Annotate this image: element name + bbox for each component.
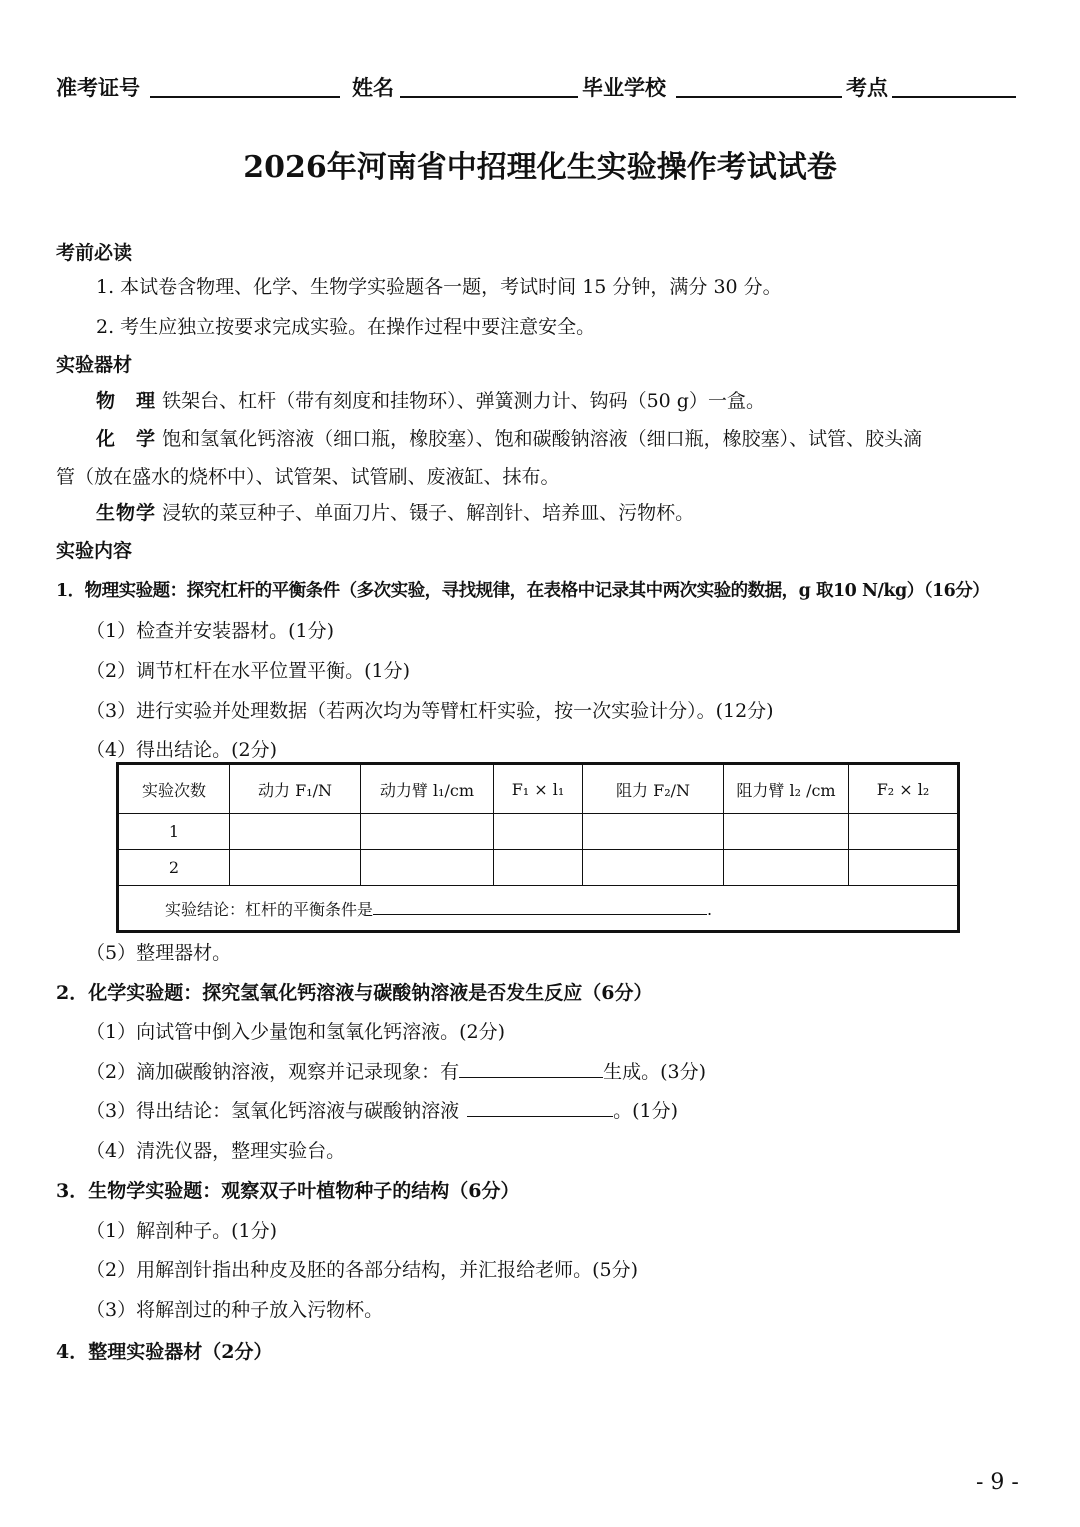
name-blank[interactable] bbox=[400, 96, 578, 98]
q2-observation-blank[interactable] bbox=[459, 1058, 603, 1078]
q1-step: （1）检查并安装器材。(1分) bbox=[86, 620, 335, 642]
q2-step2 bbox=[86, 1057, 706, 1084]
q1-step5: （5）整理器材。 bbox=[86, 942, 232, 964]
header-cell-f2l2: F₂ × l₂ bbox=[849, 764, 959, 814]
header-cell-f1: 动力 F₁/N bbox=[230, 764, 361, 814]
name-label: 姓名 bbox=[352, 75, 394, 100]
table-row bbox=[118, 814, 959, 850]
q1-step: （4）得出结论。(2分) bbox=[86, 739, 278, 761]
chemistry-text: 饱和氢氧化钙溶液（细口瓶，橡胶塞）、饱和碳酸钠溶液（细口瓶，橡胶塞）、试管、胶头滴 bbox=[162, 428, 923, 450]
q2-step3-text: （3）得出结论：氢氧化钙溶液与碳酸钠溶液 bbox=[86, 1100, 460, 1122]
q2-step2-end: 生成。(3分) bbox=[603, 1061, 707, 1083]
input-cell[interactable] bbox=[230, 814, 361, 850]
header-cell-trial: 实验次数 bbox=[118, 764, 230, 814]
input-cell[interactable] bbox=[724, 850, 849, 886]
conclusion-blank[interactable] bbox=[373, 898, 707, 915]
q2-step: （4）清洗仪器，整理实验台。 bbox=[86, 1140, 346, 1162]
input-cell[interactable] bbox=[361, 850, 494, 886]
conclusion-cell bbox=[118, 886, 959, 932]
q3-step: （2）用解剖针指出种皮及胚的各部分结构，并汇报给老师。(5分) bbox=[86, 1259, 639, 1281]
page-number: - 9 - bbox=[976, 1470, 1019, 1495]
site-blank[interactable] bbox=[892, 96, 1016, 98]
physics-text: 铁架台、杠杆（带有刻度和挂物环）、弹簧测力计、钩码（50 g）一盒。 bbox=[162, 390, 765, 412]
site-label: 考点 bbox=[846, 75, 888, 100]
school-blank[interactable] bbox=[676, 96, 842, 98]
table-header-row bbox=[118, 764, 959, 814]
q2-step: （1）向试管中倒入少量饱和氢氧化钙溶液。(2分) bbox=[86, 1021, 506, 1043]
q4-title: 4．整理实验器材（2分） bbox=[56, 1341, 273, 1363]
q1-title: 1．物理实验题：探究杠杆的平衡条件（多次实验，寻找规律，在表格中记录其中两次实验的数据，g 取10 N/kg）（16分） bbox=[56, 581, 990, 601]
input-cell[interactable] bbox=[583, 814, 724, 850]
chemistry-text-cont: 管（放在盛水的烧杯中）、试管架、试管刷、废液缸、抹布。 bbox=[56, 466, 560, 488]
exam-id-label: 准考证号 bbox=[56, 75, 140, 100]
q1-step: （2）调节杠杆在水平位置平衡。(1分) bbox=[86, 660, 411, 682]
q2-step3-end: 。(1分) bbox=[613, 1100, 679, 1122]
equipment-biology bbox=[96, 498, 694, 525]
input-cell[interactable] bbox=[494, 850, 583, 886]
chemistry-label: 化 学 bbox=[96, 428, 157, 450]
trial-number: 1 bbox=[118, 814, 230, 850]
notice-item: 1. 本试卷含物理、化学、生物学实验题各一题，考试时间 15 分钟，满分 30 分。 bbox=[96, 276, 782, 298]
q3-title: 3．生物学实验题：观察双子叶植物种子的结构（6分） bbox=[56, 1180, 520, 1202]
physics-label: 物 理 bbox=[96, 390, 157, 412]
input-cell[interactable] bbox=[494, 814, 583, 850]
header-cell-l1: 动力臂 l₁/cm bbox=[361, 764, 494, 814]
equipment-chemistry bbox=[96, 424, 922, 451]
q1-step: （3）进行实验并处理数据（若两次均为等臂杠杆实验，按一次实验计分）。(12分) bbox=[86, 700, 774, 722]
input-cell[interactable] bbox=[230, 850, 361, 886]
input-cell[interactable] bbox=[724, 814, 849, 850]
q3-step: （3）将解剖过的种子放入污物杯。 bbox=[86, 1299, 384, 1321]
notice-item: 2. 考生应独立按要求完成实验。在操作过程中要注意安全。 bbox=[96, 316, 596, 338]
q2-title: 2．化学实验题：探究氢氧化钙溶液与碳酸钠溶液是否发生反应（6分） bbox=[56, 982, 653, 1004]
header-cell-f2: 阻力 F₂/N bbox=[583, 764, 724, 814]
biology-text: 浸软的菜豆种子、单面刀片、镊子、解剖针、培养皿、污物杯。 bbox=[162, 502, 695, 524]
conclusion-row bbox=[118, 886, 959, 932]
exam-id-blank[interactable] bbox=[150, 96, 340, 98]
input-cell[interactable] bbox=[849, 814, 959, 850]
header-cell-l2: 阻力臂 l₂ /cm bbox=[724, 764, 849, 814]
input-cell[interactable] bbox=[849, 850, 959, 886]
school-label: 毕业学校 bbox=[582, 75, 666, 100]
equipment-physics bbox=[96, 386, 765, 413]
page-title: 2026年河南省中招理化生实验操作考试试卷 bbox=[243, 150, 837, 185]
q2-conclusion-blank[interactable] bbox=[467, 1097, 613, 1117]
equipment-heading: 实验器材 bbox=[56, 354, 133, 376]
q2-step3 bbox=[86, 1096, 678, 1123]
content-heading: 实验内容 bbox=[56, 540, 133, 562]
conclusion-label: 实验结论：杠杆的平衡条件是 bbox=[165, 899, 374, 919]
trial-number: 2 bbox=[118, 850, 230, 886]
input-cell[interactable] bbox=[583, 850, 724, 886]
q3-step: （1）解剖种子。(1分) bbox=[86, 1220, 278, 1242]
biology-label: 生物学 bbox=[96, 502, 157, 524]
table-row bbox=[118, 850, 959, 886]
lever-data-table bbox=[116, 762, 960, 933]
notice-heading: 考前必读 bbox=[56, 242, 133, 264]
input-cell[interactable] bbox=[361, 814, 494, 850]
header-cell-f1l1: F₁ × l₁ bbox=[494, 764, 583, 814]
conclusion-end: . bbox=[707, 899, 713, 919]
q2-step2-text: （2）滴加碳酸钠溶液，观察并记录现象：有 bbox=[86, 1061, 460, 1083]
